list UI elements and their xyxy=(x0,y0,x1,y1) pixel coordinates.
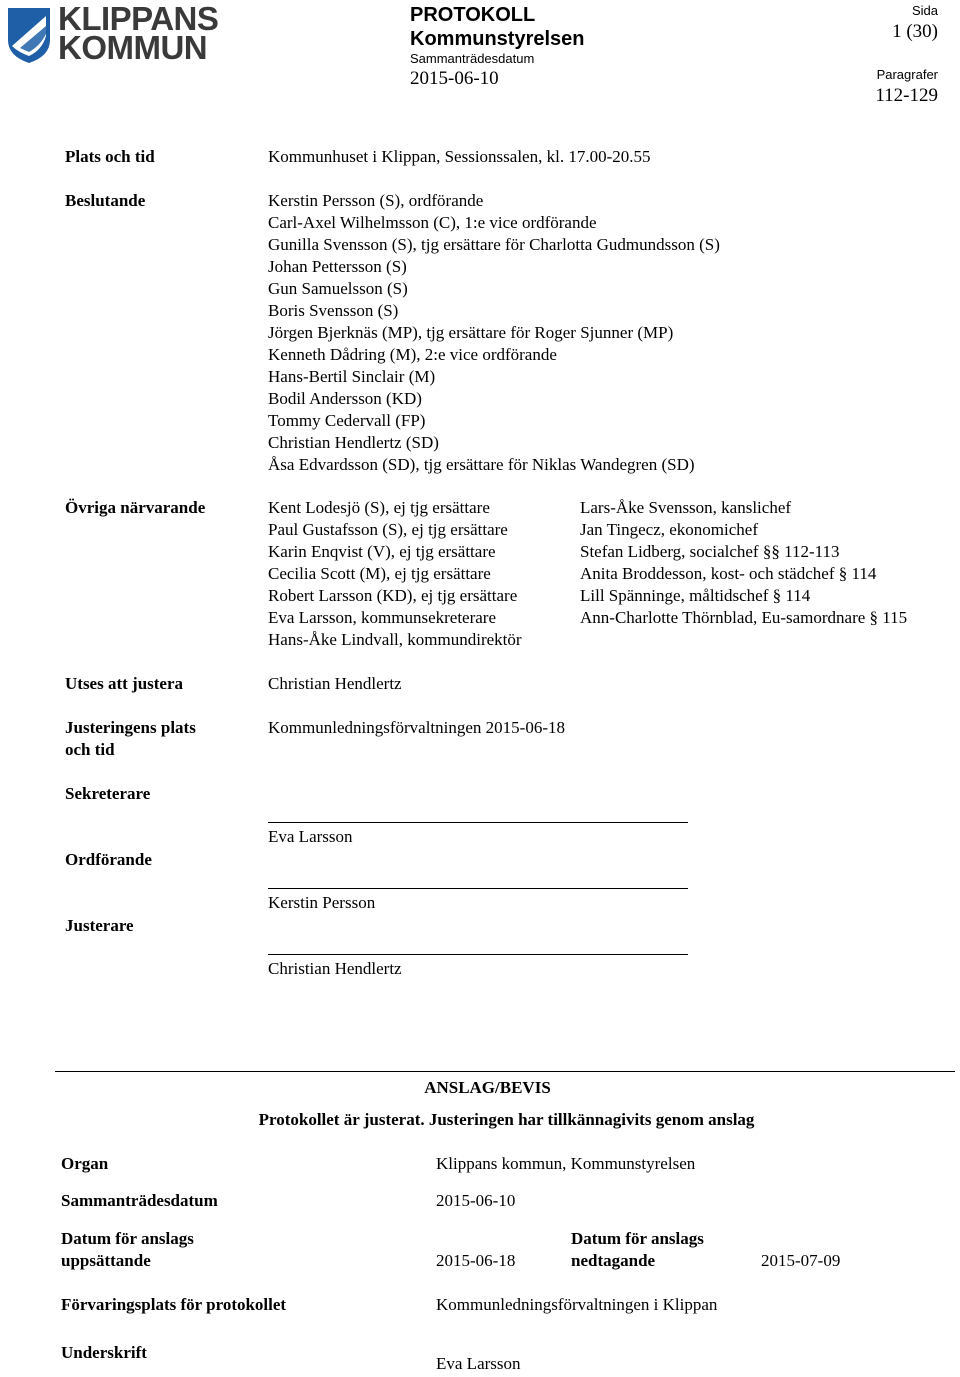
list-item: Gun Samuelsson (S) xyxy=(268,279,408,298)
list-item: Lars-Åke Svensson, kanslichef xyxy=(580,498,792,517)
list-item: Cecilia Scott (M), ej tjg ersättare xyxy=(268,564,491,583)
logo-line-2: KOMMUN xyxy=(58,29,208,66)
list-item: Eva Larsson, kommunsekreterare xyxy=(268,608,496,627)
removed-label-line-1: Datum för anslags xyxy=(571,1229,704,1248)
signature-line-adjuster xyxy=(268,954,688,955)
adjust-place-label-line-2: och tid xyxy=(65,740,115,759)
adjuster-signature-label: Justerare xyxy=(65,916,134,935)
deciding-label: Beslutande xyxy=(65,191,146,210)
chair-label: Ordförande xyxy=(65,850,152,869)
list-item: Christian Hendlertz (SD) xyxy=(268,433,439,452)
place-label: Plats och tid xyxy=(65,147,155,166)
document-title: PROTOKOLL xyxy=(410,4,536,26)
list-item: Ann-Charlotte Thörnblad, Eu-samordnare § 115 xyxy=(580,608,908,627)
adjust-place-label-line-1: Justeringens plats xyxy=(65,718,196,737)
notice-divider xyxy=(55,1071,955,1072)
others-label: Övriga närvarande xyxy=(65,498,206,517)
list-item: Tommy Cedervall (FP) xyxy=(268,411,426,430)
paragraphs-label: Paragrafer xyxy=(876,67,938,82)
list-item: Kerstin Persson (S), ordförande xyxy=(268,191,484,210)
organ-label: Organ xyxy=(61,1154,109,1173)
others-list-right xyxy=(580,497,907,629)
page-label: Sida xyxy=(911,3,938,18)
list-item: Jörgen Bjerknäs (MP), tjg ersättare för Roger Sjunner (MP) xyxy=(268,323,674,342)
signature-label: Underskrift xyxy=(61,1343,147,1362)
notice-date-value: 2015-06-10 xyxy=(436,1191,516,1210)
organ-value: Klippans kommun, Kommunstyrelsen xyxy=(436,1154,696,1173)
posted-value: 2015-06-18 xyxy=(436,1251,516,1270)
page-number: 1 (30) xyxy=(892,21,938,42)
place-value: Kommunhuset i Klippan, Sessionssalen, kl. 17.00-20.55 xyxy=(268,147,651,166)
removed-label-line-2: nedtagande xyxy=(571,1251,656,1270)
list-item: Lill Spänninge, måltidschef § 114 xyxy=(580,586,811,605)
secretary-label: Sekreterare xyxy=(65,784,151,803)
list-item: Johan Pettersson (S) xyxy=(268,257,407,276)
list-item: Hans-Åke Lindvall, kommundirektör xyxy=(268,630,522,649)
posted-label-line-1: Datum för anslags xyxy=(61,1229,194,1248)
notice-title: ANSLAG/BEVIS xyxy=(424,1078,551,1097)
signature-value: Eva Larsson xyxy=(436,1354,521,1373)
deciding-list xyxy=(268,190,720,476)
list-item: Robert Larsson (KD), ej tjg ersättare xyxy=(268,586,518,605)
list-item: Jan Tingecz, ekonomichef xyxy=(580,520,758,539)
storage-label: Förvaringsplats för protokollet xyxy=(61,1295,287,1314)
list-item: Carl-Axel Wilhelmsson (C), 1:e vice ordförande xyxy=(268,213,597,232)
adjust-place-value: Kommunledningsförvaltningen 2015-06-18 xyxy=(268,718,565,737)
board-name: Kommunstyrelsen xyxy=(410,28,585,50)
posted-label-line-2: uppsättande xyxy=(61,1251,151,1270)
list-item: Boris Svensson (S) xyxy=(268,301,399,320)
list-item: Anita Broddesson, kost- och städchef § 114 xyxy=(580,564,877,583)
list-item: Kenneth Dådring (M), 2:e vice ordförande xyxy=(268,345,557,364)
notice-subtitle: Protokollet är justerat. Justeringen har tillkännagivits genom anslag xyxy=(258,1110,755,1129)
adjuster-label: Utses att justera xyxy=(65,674,184,693)
municipality-logo xyxy=(6,0,219,66)
list-item: Karin Enqvist (V), ej tjg ersättare xyxy=(268,542,496,561)
signature-line-chair xyxy=(268,888,688,889)
list-item: Paul Gustafsson (S), ej tjg ersättare xyxy=(268,520,508,539)
storage-value: Kommunledningsförvaltningen i Klippan xyxy=(436,1295,718,1314)
logo-line-1: KLIPPANS xyxy=(58,0,219,37)
adjuster-value: Christian Hendlertz xyxy=(268,674,402,693)
list-item: Gunilla Svensson (S), tjg ersättare för Charlotta Gudmundsson (S) xyxy=(268,235,720,254)
list-item: Kent Lodesjö (S), ej tjg ersättare xyxy=(268,498,490,517)
notice-date-label: Sammanträdesdatum xyxy=(61,1191,218,1210)
adjuster-name: Christian Hendlertz xyxy=(268,959,402,978)
list-item: Bodil Andersson (KD) xyxy=(268,389,422,408)
paragraphs-range: 112-129 xyxy=(875,85,938,106)
adjust-place-label xyxy=(65,717,196,761)
meeting-date-label: Sammanträdesdatum xyxy=(410,51,535,66)
list-item: Hans-Bertil Sinclair (M) xyxy=(268,367,436,386)
secretary-name: Eva Larsson xyxy=(268,827,353,846)
list-item: Stefan Lidberg, socialchef §§ 112-113 xyxy=(580,542,840,561)
crest-icon xyxy=(6,6,52,64)
chair-name: Kerstin Persson xyxy=(268,893,376,912)
logo-wordmark xyxy=(58,0,219,66)
others-list-left xyxy=(268,497,522,651)
removed-label xyxy=(571,1228,704,1272)
list-item: Åsa Edvardsson (SD), tjg ersättare för Niklas Wandegren (SD) xyxy=(268,455,695,474)
meeting-date: 2015-06-10 xyxy=(410,68,499,89)
removed-value: 2015-07-09 xyxy=(761,1251,841,1270)
signature-line-secretary xyxy=(268,822,688,823)
posted-label xyxy=(61,1228,194,1272)
